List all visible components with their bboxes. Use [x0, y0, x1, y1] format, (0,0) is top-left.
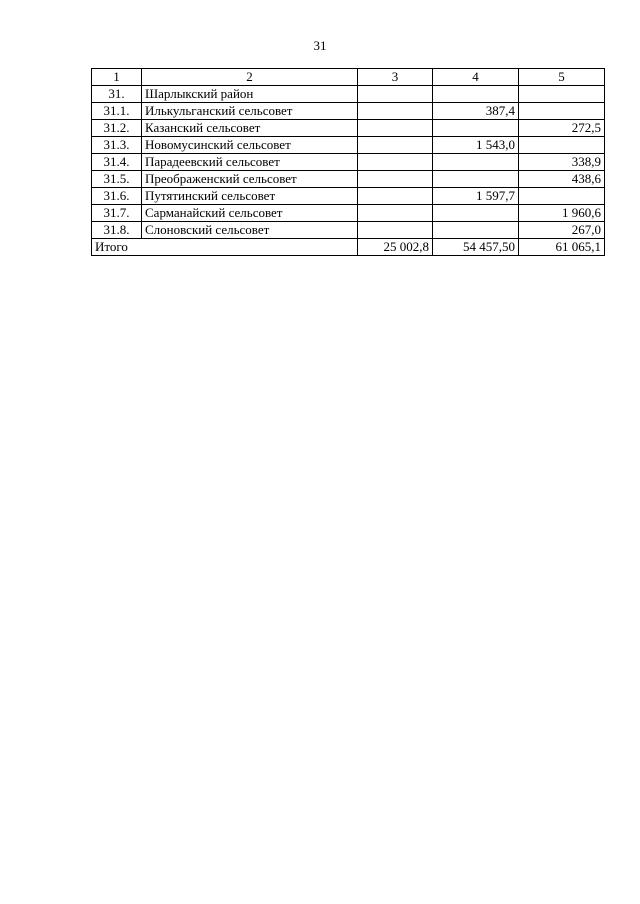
- table-header-row: [92, 69, 605, 86]
- table-row: [92, 86, 605, 103]
- row-number: 31.1.: [92, 103, 142, 120]
- cell-col3: [358, 188, 433, 205]
- cell-col4: 387,4: [433, 103, 519, 120]
- cell-col4: [433, 86, 519, 103]
- cell-col4: 1 543,0: [433, 137, 519, 154]
- cell-col3: [358, 154, 433, 171]
- column-header: 3: [358, 69, 433, 86]
- column-header: 5: [519, 69, 605, 86]
- cell-col5: 338,9: [519, 154, 605, 171]
- cell-col4: [433, 154, 519, 171]
- cell-col5: [519, 188, 605, 205]
- row-number: 31.3.: [92, 137, 142, 154]
- cell-col3: [358, 222, 433, 239]
- cell-col3: [358, 103, 433, 120]
- table-row: [92, 137, 605, 154]
- cell-col3: [358, 120, 433, 137]
- row-number: 31.8.: [92, 222, 142, 239]
- table-row: [92, 222, 605, 239]
- cell-col5: 267,0: [519, 222, 605, 239]
- total-col4: 54 457,50: [433, 239, 519, 256]
- table-row: [92, 205, 605, 222]
- row-name: Слоновский сельсовет: [142, 222, 358, 239]
- page-number: 31: [313, 38, 327, 53]
- table-row: [92, 188, 605, 205]
- row-name: Преображенский сельсовет: [142, 171, 358, 188]
- cell-col5: 438,6: [519, 171, 605, 188]
- total-row: [92, 239, 605, 256]
- total-col3: 25 002,8: [358, 239, 433, 256]
- row-name: Новомусинский сельсовет: [142, 137, 358, 154]
- cell-col5: 272,5: [519, 120, 605, 137]
- row-name: Путятинский сельсовет: [142, 188, 358, 205]
- cell-col5: 1 960,6: [519, 205, 605, 222]
- row-number: 31.4.: [92, 154, 142, 171]
- row-name: Шарлыкский район: [142, 86, 358, 103]
- row-name: Сарманайский сельсовет: [142, 205, 358, 222]
- row-number: 31.7.: [92, 205, 142, 222]
- data-table: [91, 68, 605, 256]
- row-number: 31.: [92, 86, 142, 103]
- row-name: Казанский сельсовет: [142, 120, 358, 137]
- cell-col3: [358, 86, 433, 103]
- cell-col5: [519, 103, 605, 120]
- cell-col3: [358, 205, 433, 222]
- total-col5: 61 065,1: [519, 239, 605, 256]
- cell-col4: 1 597,7: [433, 188, 519, 205]
- cell-col4: [433, 171, 519, 188]
- cell-col3: [358, 137, 433, 154]
- row-number: 31.2.: [92, 120, 142, 137]
- row-name: Парадеевский сельсовет: [142, 154, 358, 171]
- column-header: 2: [142, 69, 358, 86]
- column-header: 1: [92, 69, 142, 86]
- total-label: Итого: [92, 239, 358, 256]
- cell-col3: [358, 171, 433, 188]
- table-row: [92, 103, 605, 120]
- row-number: 31.6.: [92, 188, 142, 205]
- table-row: [92, 154, 605, 171]
- cell-col4: [433, 120, 519, 137]
- table-row: [92, 120, 605, 137]
- cell-col4: [433, 222, 519, 239]
- table-row: [92, 171, 605, 188]
- column-header: 4: [433, 69, 519, 86]
- cell-col5: [519, 137, 605, 154]
- row-number: 31.5.: [92, 171, 142, 188]
- row-name: Илькульганский сельсовет: [142, 103, 358, 120]
- cell-col4: [433, 205, 519, 222]
- cell-col5: [519, 86, 605, 103]
